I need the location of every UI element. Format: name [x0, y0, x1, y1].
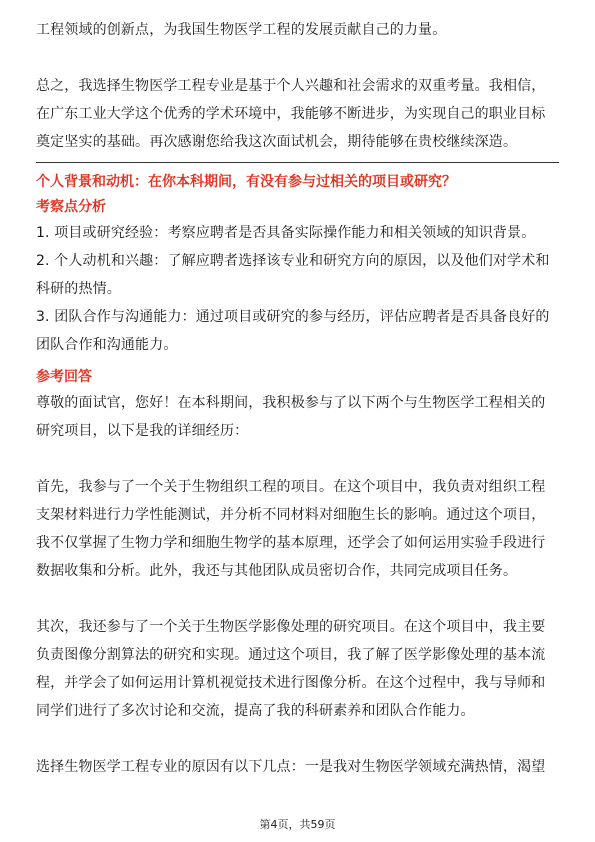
- conclusion-line: 总之，我选择生物医学工程专业是基于个人兴趣和社会需求的双重考量。我相信，: [36, 78, 546, 94]
- answer-line: 程，并学会了如何运用计算机视觉技术进行图像分析。在这个过程中，我与导师和: [36, 675, 546, 691]
- answer-line: 我不仅掌握了生物力学和细胞生物学的基本原理，还学会了如何运用实验手段进行: [36, 535, 546, 551]
- paragraph-gap: [36, 445, 559, 473]
- question-heading: 个人背景和动机：在你本科期间，有没有参与过相关的项目或研究？: [36, 174, 456, 190]
- answer-paragraph-4: [36, 753, 559, 781]
- answer-line: 数据收集和分析。此外，我还与其他团队成员密切合作，共同完成项目任务。: [36, 563, 518, 579]
- conclusion-line: 奠定坚实的基础。再次感谢您给我这次面试机会，期待能够在贵校继续深造。: [36, 134, 518, 150]
- conclusion-paragraph: [36, 72, 559, 156]
- answer-line: 支架材料进行力学性能测试，并分析不同材料对细胞生长的影响。通过这个项目，: [36, 507, 546, 523]
- answer-line: 同学们进行了多次讨论和交流，提高了我的科研素养和团队合作能力。: [36, 703, 475, 719]
- answer-paragraph-1: [36, 389, 559, 445]
- answer-line: 首先，我参与了一个关于生物组织工程的项目。在这个项目中，我负责对组织工程: [36, 479, 546, 495]
- analysis-line: 2. 个人动机和兴趣：了解应聘者选择该专业和研究方向的原因，以及他们对学术和: [36, 253, 550, 269]
- section-divider: [36, 162, 559, 163]
- answer-line: 选择生物医学工程专业的原因有以下几点：一是我对生物医学领域充满热情，渴望: [36, 759, 546, 775]
- analysis-line: 3. 团队合作与沟通能力：通过项目或研究的参与经历，评估应聘者是否具备良好的: [36, 309, 550, 325]
- analysis-line: 1. 项目或研究经验：考察应聘者是否具备实际操作能力和相关领域的知识背景。: [36, 225, 536, 241]
- analysis-list: [36, 219, 559, 359]
- document-page: [36, 16, 559, 781]
- page-number: 第4页，共59页: [259, 818, 336, 831]
- analysis-line: 团队合作和沟通能力。: [36, 337, 178, 353]
- paragraph-gap: [36, 44, 559, 72]
- intro-line: 工程领域的创新点，为我国生物医学工程的发展贡献自己的力量。: [36, 22, 447, 38]
- answer-title: 参考回答: [36, 369, 92, 385]
- answer-line: 尊敬的面试官，您好！在本科期间，我积极参与了以下两个与生物医学工程相关的: [36, 395, 546, 411]
- answer-line: 研究项目，以下是我的详细经历：: [36, 423, 249, 439]
- answer-line: 其次，我还参与了一个关于生物医学影像处理的研究项目。在这个项目中，我主要: [36, 619, 546, 635]
- paragraph-gap: [36, 585, 559, 613]
- answer-paragraph-3: [36, 613, 559, 725]
- answer-paragraph-2: [36, 473, 559, 585]
- paragraph-gap: [36, 725, 559, 753]
- analysis-line: 科研的热情。: [36, 281, 121, 297]
- answer-line: 负责图像分割算法的研究和实现。通过这个项目，我了解了医学影像处理的基本流: [36, 647, 546, 663]
- analysis-title: 考察点分析: [36, 199, 106, 215]
- conclusion-line: 在广东工业大学这个优秀的学术环境中，我能够不断进步，为实现自己的职业目标: [36, 106, 546, 122]
